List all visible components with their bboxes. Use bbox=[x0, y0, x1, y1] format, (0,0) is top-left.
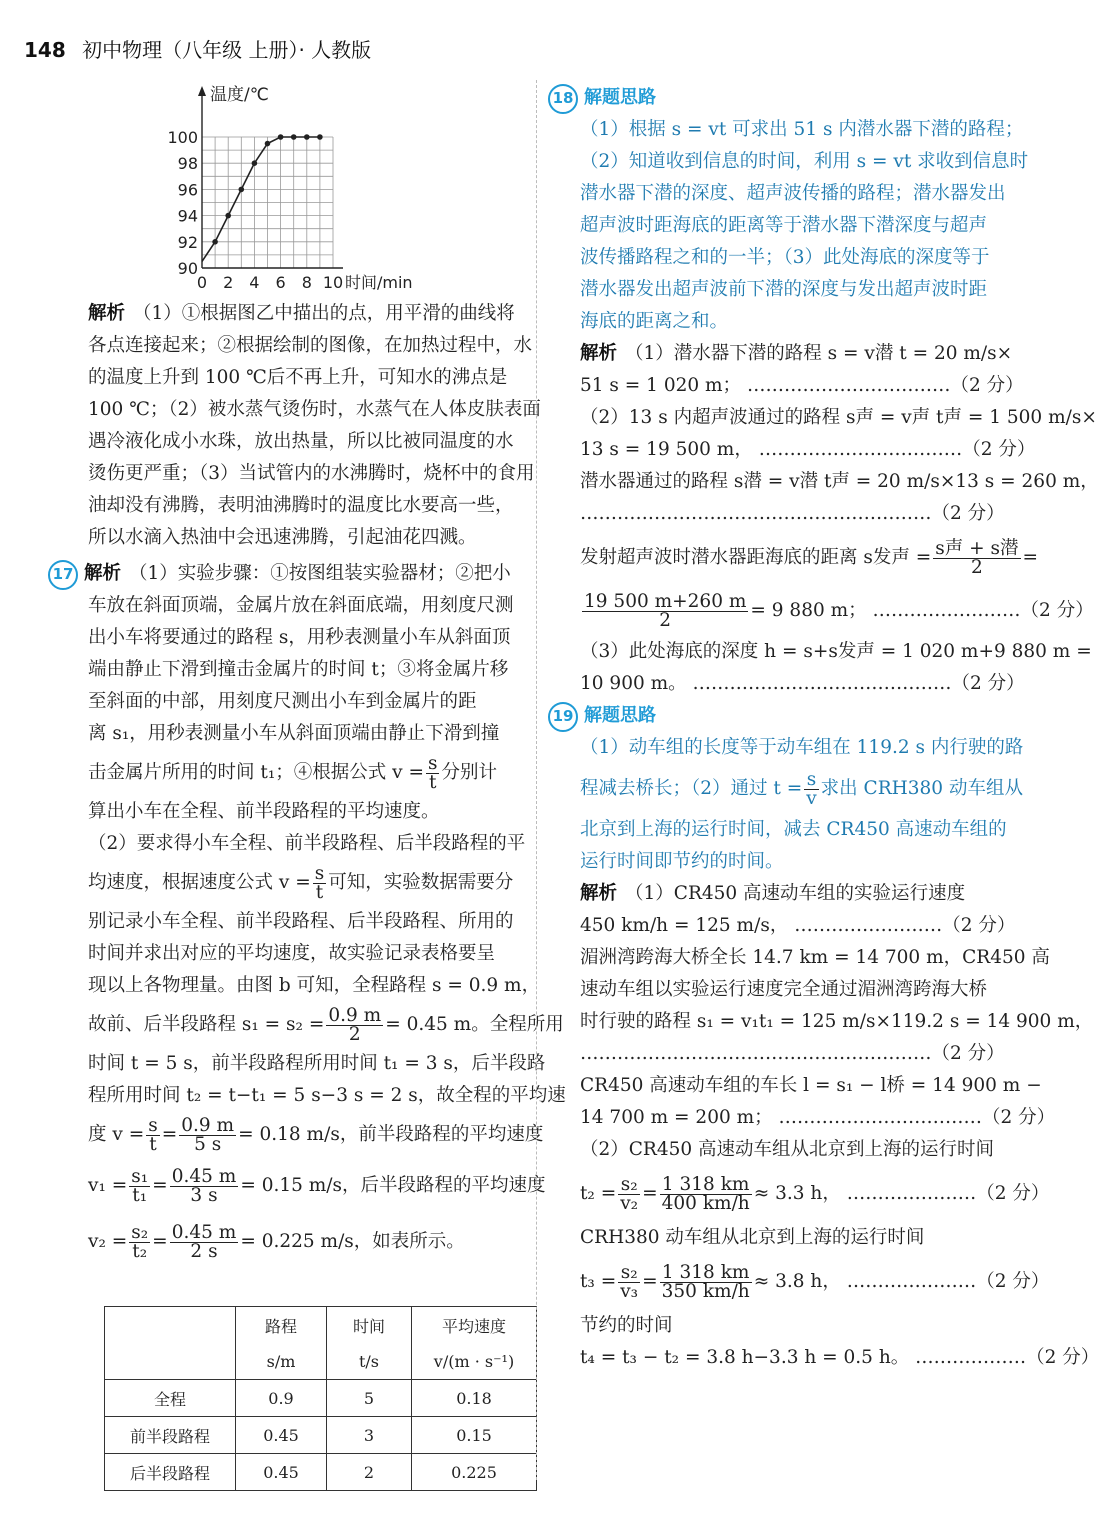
series-line bbox=[202, 137, 320, 261]
text: 程减去桥长；（2）通过 t = bbox=[580, 778, 803, 799]
table-cell: 5 bbox=[327, 1380, 412, 1417]
text-line: 速动车组以实验运行速度完全通过湄洲湾跨海大桥 bbox=[580, 979, 988, 1000]
text-line: 所以水滴入热油中会迅速沸腾，引起油花四溅。 bbox=[88, 527, 477, 548]
y-tick-label: 96 bbox=[177, 180, 198, 200]
text-line: 湄洲湾跨海大桥全长 14.7 km = 14 700 m，CR450 高 bbox=[580, 947, 1050, 968]
y-axis-arrow bbox=[198, 86, 206, 96]
text-line: …………………………………………………（2 分） bbox=[580, 1043, 1005, 1064]
right-column bbox=[552, 82, 1099, 1374]
text-line: CRH380 动车组从北京到上海的运行时间 bbox=[580, 1227, 925, 1248]
denominator: v₂ bbox=[620, 1192, 639, 1214]
text-line: 离 s₁，用秒表测量小车从斜面顶端由静止下滑到撞 bbox=[88, 723, 500, 744]
text-line: 波传播路程之和的一半；（3）此处海底的深度等于 bbox=[580, 247, 990, 268]
analysis-tag: 解析 bbox=[84, 563, 122, 584]
table-header-cell: s/m bbox=[236, 1343, 327, 1380]
text-line: 别记录小车全程、前半段路程、后半段路程、所用的 bbox=[88, 911, 514, 932]
fraction bbox=[618, 1173, 640, 1214]
text-line: 至斜面的中部，用刻度尺测出小车到金属片的距 bbox=[88, 691, 477, 712]
text-line: （2）CR450 高速动车组从北京到上海的运行时间 bbox=[580, 1139, 995, 1160]
numerator: s₂ bbox=[618, 1264, 640, 1283]
fraction bbox=[129, 1165, 150, 1206]
text-line: 450 km/h = 125 m/s， ……………………（2 分） bbox=[580, 915, 1016, 936]
fraction bbox=[426, 752, 440, 793]
text: = 0.225 m/s，如表所示。 bbox=[240, 1231, 465, 1252]
text-line: …………………………………………………（2 分） bbox=[580, 503, 1005, 524]
text: = 0.15 m/s，后半段路程的平均速度 bbox=[240, 1175, 546, 1196]
text-line: （1）根据 s = vt 可求出 51 s 内潜水器下潜的路程； bbox=[580, 119, 1024, 140]
table-row bbox=[105, 1380, 537, 1417]
book-title: 初中物理（八年级 上册）· 人教版 bbox=[82, 38, 372, 62]
text: 击金属片所用的时间 t₁；④根据公式 v = bbox=[88, 762, 424, 783]
numerator: 0.9 m bbox=[328, 1004, 382, 1026]
fraction bbox=[804, 768, 818, 809]
numerator: s bbox=[148, 1114, 158, 1136]
text: v₁ = bbox=[88, 1175, 128, 1196]
denominator: t₁ bbox=[132, 1184, 148, 1206]
text-line: 现以上各物理量。由图 b 可知，全程路程 s = 0.9 m， bbox=[88, 975, 541, 996]
table-header-row bbox=[105, 1307, 537, 1344]
text: = 0.45 m。全程所用 bbox=[385, 1014, 564, 1035]
table-cell: 前半段路程 bbox=[105, 1417, 236, 1454]
table-cell: 0.9 bbox=[236, 1380, 327, 1417]
text-line: 算出小车在全程、前半段路程的平均速度。 bbox=[88, 801, 440, 822]
text: = bbox=[1022, 547, 1039, 568]
text: 发射超声波时潜水器距海底的距离 s发声 = bbox=[580, 547, 932, 568]
numerator: s bbox=[804, 771, 818, 790]
text-line: 时行驶的路程 s₁ = v₁t₁ = 125 m/s×119.2 s = 14 900 m， bbox=[580, 1011, 1094, 1032]
data-point bbox=[239, 187, 245, 193]
text: 可知，实验数据需要分 bbox=[328, 872, 514, 893]
text-line: （2）13 s 内超声波通过的路程 s声 = v声 t声 = 1 500 m/s× bbox=[580, 407, 1097, 428]
fraction bbox=[326, 1004, 383, 1045]
table-cell: 后半段路程 bbox=[105, 1454, 236, 1491]
numerator: 19 500 m+260 m bbox=[584, 590, 747, 612]
text: 故前、后半段路程 s₁ = s₂ = bbox=[88, 1014, 325, 1035]
denominator: t₂ bbox=[132, 1240, 148, 1262]
denominator: 2 s bbox=[190, 1240, 218, 1262]
text-line: （2）知道收到信息的时间，利用 s = vt 求收到信息时 bbox=[580, 151, 1029, 172]
formula-line: t₃ = $\frac{\text{s₂}}{\text{v₃}}$ = $\frac{1 318 km}{350 km/h}$ ≈ 3.8 h， …………………（2 分） bbox=[580, 1261, 1050, 1302]
denominator: 3 s bbox=[190, 1184, 218, 1206]
text-line: （2）要求得小车全程、前半段路程、后半段路程的平 bbox=[88, 833, 526, 854]
fraction bbox=[660, 1261, 752, 1302]
text-line: 北京到上海的运行时间，减去 CR450 高速动车组的 bbox=[580, 819, 1007, 840]
text: t₃ = bbox=[580, 1271, 617, 1292]
text-line: 时间 t = 5 s，前半段路程所用时间 t₁ = 3 s，后半段路 bbox=[88, 1053, 546, 1074]
denominator: t bbox=[428, 771, 437, 793]
y-tick-label: 94 bbox=[177, 206, 198, 226]
text-line: 端由静止下滑到撞击金属片的时间 t；③将金属片移 bbox=[88, 659, 509, 680]
text-line: 遇冷液化成小水珠，放出热量，所以比被同温度的水 bbox=[88, 431, 514, 452]
text-line: 13 s = 19 500 m， ……………………………（2 分） bbox=[580, 439, 1036, 460]
x-tick-label: 8 bbox=[301, 273, 312, 292]
text-line: 运行时间即节约的时间。 bbox=[580, 851, 784, 872]
numerator: 0.45 m bbox=[171, 1221, 237, 1243]
analysis-tag: 解析 bbox=[88, 303, 126, 324]
numerator: 0.9 m bbox=[181, 1114, 235, 1136]
formula-line bbox=[88, 860, 518, 906]
text-line: （1）①根据图乙中描出的点，用平滑的曲线将 bbox=[133, 303, 515, 324]
numerator: 1 318 km bbox=[660, 1264, 752, 1283]
text-line: 出小车将要通过的路程 s，用秒表测量小车从斜面顶 bbox=[88, 627, 511, 648]
table-cell: 3 bbox=[327, 1417, 412, 1454]
text-line: 的温度上升到 100 ℃后不再上升，可知水的沸点是 bbox=[88, 367, 508, 388]
y-tick-label: 90 bbox=[177, 259, 198, 278]
fraction bbox=[129, 1221, 150, 1262]
denominator: 350 km/h bbox=[661, 1280, 750, 1302]
table-cell: 0.18 bbox=[412, 1380, 537, 1417]
formula-line bbox=[580, 530, 1039, 586]
data-point bbox=[252, 160, 258, 166]
table-cell: 0.45 bbox=[236, 1454, 327, 1491]
text-line: 海底的距离之和。 bbox=[580, 311, 729, 332]
text-line: CR450 高速动车组的车长 l = s₁ − l桥 = 14 900 m − bbox=[580, 1075, 1042, 1096]
denominator: 5 s bbox=[194, 1133, 222, 1155]
y-tick-label: 100 bbox=[167, 128, 198, 147]
text-line: 各点连接起来；②根据绘制的图像，在加热过程中，水 bbox=[88, 335, 533, 356]
x-tick-label: 6 bbox=[275, 273, 286, 292]
formula-line bbox=[88, 1002, 564, 1048]
heading-text: 解题思路 bbox=[584, 87, 656, 108]
text: 均速度，根据速度公式 v = bbox=[88, 872, 311, 893]
text: 度 v = bbox=[88, 1124, 145, 1145]
x-tick-label: 10 bbox=[322, 273, 344, 292]
text-line: t₄ = t₃ − t₂ = 3.8 h−3.3 h = 0.5 h。 ………………（2 分） bbox=[580, 1347, 1099, 1368]
table-row bbox=[105, 1454, 537, 1491]
page-header bbox=[24, 34, 371, 63]
fraction bbox=[582, 590, 748, 631]
fraction bbox=[170, 1165, 239, 1206]
text-line: （1）动车组的长度等于动车组在 119.2 s 内行驶的路 bbox=[580, 737, 1024, 758]
text: t₂ = bbox=[580, 1183, 617, 1204]
table-cell: 2 bbox=[327, 1454, 412, 1491]
numerator: 1 318 km bbox=[660, 1176, 752, 1195]
text-line: 10 900 m。 ……………………………………（2 分） bbox=[580, 673, 1025, 694]
numerator: s声 + s潜 bbox=[935, 537, 1019, 559]
table-corner-cell bbox=[105, 1307, 236, 1380]
question-number-17: 17 bbox=[48, 560, 78, 590]
fraction bbox=[618, 1261, 640, 1302]
formula-line: 度 v = $\frac{s}{t}$ = $\frac{0.9 m}{5 s}$ = 0.18 m/s，前半段路程的平均速度 bbox=[88, 1114, 544, 1155]
y-axis-label: 温度/℃ bbox=[210, 85, 269, 105]
table-cell: 0.45 bbox=[236, 1417, 327, 1454]
x-tick-label: 2 bbox=[223, 273, 234, 292]
numerator: s bbox=[427, 752, 438, 774]
fraction bbox=[660, 1173, 752, 1214]
denominator: v₃ bbox=[620, 1280, 639, 1302]
table-header-cell: 平均速度 bbox=[412, 1307, 537, 1344]
formula-line: v₁ = $\frac{\text{s₁}}{\text{t₁}}$ = $\frac{0.45 m}{3 s}$ = 0.15 m/s，后半段路程的平均速度 bbox=[88, 1165, 546, 1206]
text-line: 潜水器通过的路程 s潜 = v潜 t声 = 20 m/s×13 s = 260 m， bbox=[580, 471, 1099, 492]
x-axis-label: 时间/min bbox=[345, 273, 413, 292]
fraction bbox=[933, 537, 1020, 578]
formula-line bbox=[580, 764, 1023, 814]
text-line: （1）CR450 高速动车组的实验运行速度 bbox=[625, 883, 966, 904]
text-line: 程所用时间 t₂ = t−t₁ = 5 s−3 s = 2 s，故全程的平均速 bbox=[88, 1085, 566, 1106]
analysis-tag: 解析 bbox=[580, 343, 618, 364]
numerator: s₁ bbox=[131, 1165, 149, 1187]
data-point bbox=[225, 213, 231, 219]
text: = 0.18 m/s，前半段路程的平均速度 bbox=[238, 1124, 544, 1145]
question-number-19: 19 bbox=[548, 702, 578, 732]
text-line: （1）实验步骤：①按图组装实验器材；②把小 bbox=[129, 563, 511, 584]
data-point bbox=[265, 141, 271, 147]
numerator: s₂ bbox=[131, 1221, 149, 1243]
text-line: 潜水器发出超声波前下潜的深度与发出超声波时距 bbox=[580, 279, 988, 300]
text: 求出 CRH380 动车组从 bbox=[820, 778, 1023, 799]
table-cell: 0.225 bbox=[412, 1454, 537, 1491]
text: ≈ 3.8 h， …………………（2 分） bbox=[753, 1271, 1050, 1292]
text: 分别计 bbox=[441, 762, 497, 783]
denominator: 400 km/h bbox=[661, 1192, 750, 1214]
data-point bbox=[317, 134, 323, 140]
x-tick-label: 4 bbox=[249, 273, 260, 292]
question-number-18: 18 bbox=[548, 84, 578, 114]
text-line: 烫伤更严重；（3）当试管内的水沸腾时，烧杯中的食用 bbox=[88, 463, 535, 484]
data-point bbox=[278, 134, 284, 140]
text-line: 100 ℃；（2）被水蒸气烫伤时，水蒸气在人体皮肤表面 bbox=[88, 399, 541, 420]
table-row bbox=[105, 1417, 537, 1454]
formula-line bbox=[580, 586, 1094, 636]
text-line: 51 s = 1 020 m； ……………………………（2 分） bbox=[580, 375, 1024, 396]
table-cell: 全程 bbox=[105, 1380, 236, 1417]
denominator: t bbox=[315, 881, 324, 903]
text-line: 时间并求出对应的平均速度，故实验记录表格要呈 bbox=[88, 943, 496, 964]
x-tick-label: 0 bbox=[196, 273, 208, 292]
table-header-cell: 路程 bbox=[236, 1307, 327, 1344]
solution-idea-heading bbox=[548, 82, 1012, 114]
denominator: v bbox=[806, 787, 817, 809]
text-line: 超声波时距海底的距离等于潜水器下潜深度与超声 bbox=[580, 215, 988, 236]
denominator: t bbox=[149, 1133, 157, 1155]
table-header-cell: t/s bbox=[327, 1343, 412, 1380]
text-line: 车放在斜面顶端，金属片放在斜面底端，用刻度尺测 bbox=[88, 595, 514, 616]
solution-idea-heading bbox=[548, 700, 1012, 732]
text-line: 油却没有沸腾，表明油沸腾时的温度比水要高一些， bbox=[88, 495, 514, 516]
numerator: s₂ bbox=[618, 1176, 640, 1195]
text-line: （3）此处海底的深度 h = s+s发声 = 1 020 m+9 880 m = bbox=[580, 641, 1092, 662]
text: ≈ 3.3 h， …………………（2 分） bbox=[753, 1183, 1050, 1204]
text-line: （1）潜水器下潜的路程 s = v潜 t = 20 m/s× bbox=[625, 343, 1013, 364]
data-point bbox=[304, 134, 310, 140]
y-tick-label: 98 bbox=[177, 154, 198, 174]
denominator: 2 bbox=[971, 556, 983, 578]
temperature-chart bbox=[167, 84, 440, 294]
column-divider bbox=[536, 80, 537, 1480]
analysis-tag: 解析 bbox=[580, 883, 618, 904]
fraction bbox=[146, 1114, 160, 1155]
speed-table bbox=[104, 1306, 537, 1491]
denominator: 2 bbox=[348, 1023, 361, 1045]
formula-line: t₂ = $\frac{\text{s₂}}{\text{v₂}}$ = $\frac{1 318 km}{400 km/h}$ ≈ 3.3 h， …………………（2 分） bbox=[580, 1173, 1050, 1214]
text-line: 14 700 m = 200 m； ……………………………（2 分） bbox=[580, 1107, 1056, 1128]
fraction bbox=[170, 1221, 239, 1262]
formula-line bbox=[88, 750, 518, 796]
formula-line: v₂ = $\frac{\text{s₂}}{\text{t₂}}$ = $\frac{0.45 m}{2 s}$ = 0.225 m/s，如表所示。 bbox=[88, 1221, 465, 1262]
text: v₂ = bbox=[88, 1231, 128, 1252]
heading-text: 解题思路 bbox=[584, 705, 656, 726]
data-point bbox=[212, 239, 218, 245]
page-number: 148 bbox=[24, 38, 66, 62]
table-header-cell: v/(m · s⁻¹) bbox=[412, 1343, 537, 1380]
data-point bbox=[291, 134, 297, 140]
fraction bbox=[179, 1114, 236, 1155]
text: = 9 880 m； ……………………（2 分） bbox=[750, 600, 1094, 621]
y-tick-label: 92 bbox=[177, 232, 198, 252]
text-line: 节约的时间 bbox=[580, 1315, 673, 1336]
numerator: 0.45 m bbox=[171, 1165, 237, 1187]
denominator: 2 bbox=[659, 609, 672, 631]
text-line: 潜水器下潜的深度、超声波传播的路程；潜水器发出 bbox=[580, 183, 1006, 204]
fraction bbox=[313, 862, 327, 903]
table-cell: 0.15 bbox=[412, 1417, 537, 1454]
table-header-cell: 时间 bbox=[327, 1307, 412, 1344]
numerator: s bbox=[314, 862, 325, 884]
